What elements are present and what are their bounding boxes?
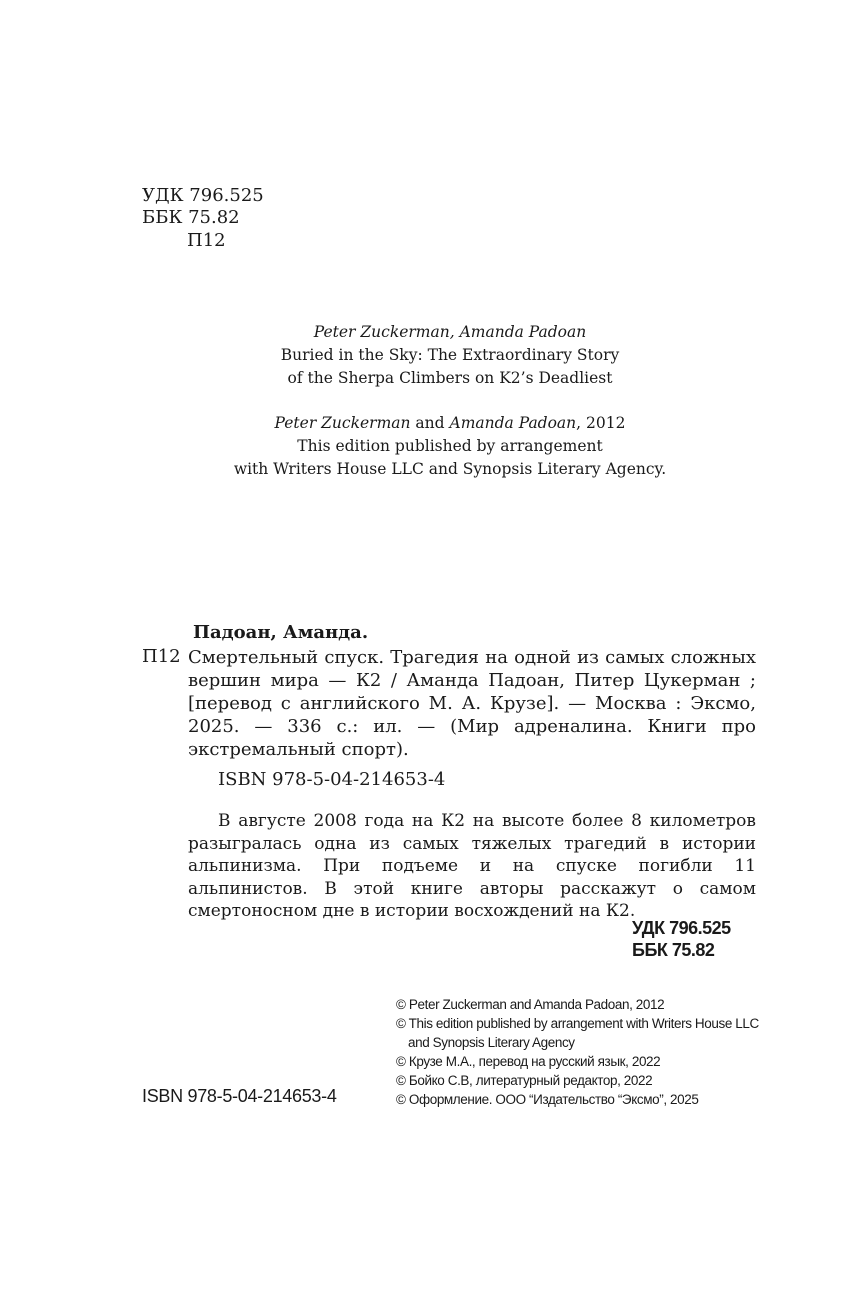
book-abstract: В августе 2008 года на К2 на высоте более 8 километров разыгралась одна из самых тяжелых трагедий в истории альпинизма. При подъеме и на спуске погибли 11 альпинистов. В этой книге авторы расскажут о самом смертоносном дне в истории восхождений на К2. bbox=[188, 811, 756, 921]
author-mark: П12 bbox=[187, 230, 226, 251]
udk-code: УДК 796.525 bbox=[142, 185, 264, 206]
bibliographic-isbn: ISBN 978-5-04-214653-4 bbox=[218, 769, 446, 790]
copyright-line: © Оформление. ООО “Издательство “Эксмо”, 2025 bbox=[396, 1092, 699, 1107]
original-rights-line: Peter Zuckerman and Amanda Padoan, 2012 bbox=[274, 414, 626, 432]
copyright-line: © Крузе М.А., перевод на русский язык, 2022 bbox=[396, 1054, 661, 1069]
copyright-line: © This edition published by arrangement with Writers House LLC and Synopsis Literary Agency bbox=[396, 1016, 759, 1050]
bibliographic-author-heading: Падоан, Аманда. bbox=[193, 622, 369, 643]
bbk-code: ББК 75.82 bbox=[142, 207, 240, 228]
bold-udk: УДК 796.525 bbox=[632, 918, 731, 938]
edition-note-line-1: This edition published by arrangement bbox=[297, 437, 603, 455]
isbn-bottom: ISBN 978-5-04-214653-4 bbox=[142, 1086, 337, 1106]
original-authors: Peter Zuckerman, Amanda Padoan bbox=[313, 323, 587, 341]
original-title-line-2: of the Sherpa Climbers on K2’s Deadliest bbox=[287, 369, 613, 387]
copyright-line: © Бойко С.В, литературный редактор, 2022 bbox=[396, 1073, 653, 1088]
bibliographic-code: П12 bbox=[142, 646, 181, 667]
edition-note-line-2: with Writers House LLC and Synopsis Literary Agency. bbox=[233, 460, 667, 478]
copyright-line: © Peter Zuckerman and Amanda Padoan, 2012 bbox=[396, 997, 665, 1012]
bold-bbk: ББК 75.82 bbox=[632, 940, 715, 960]
copyright-list bbox=[396, 995, 776, 1109]
bold-classification bbox=[632, 917, 731, 961]
original-title-line-1: Buried in the Sky: The Extraordinary Story bbox=[280, 346, 620, 364]
bibliographic-description: Смертельный спуск. Трагедия на одной из самых сложных вершин мира — К2 / Аманда Падоан, Питер Цукерман ; [перевод с английского М. А. Крузе]. — Москва : Эксмо, 2025. — 336 с.: ил. — (Мир адреналина. Книги про экстремальный спорт). bbox=[188, 647, 756, 760]
original-edition-block bbox=[170, 321, 730, 481]
